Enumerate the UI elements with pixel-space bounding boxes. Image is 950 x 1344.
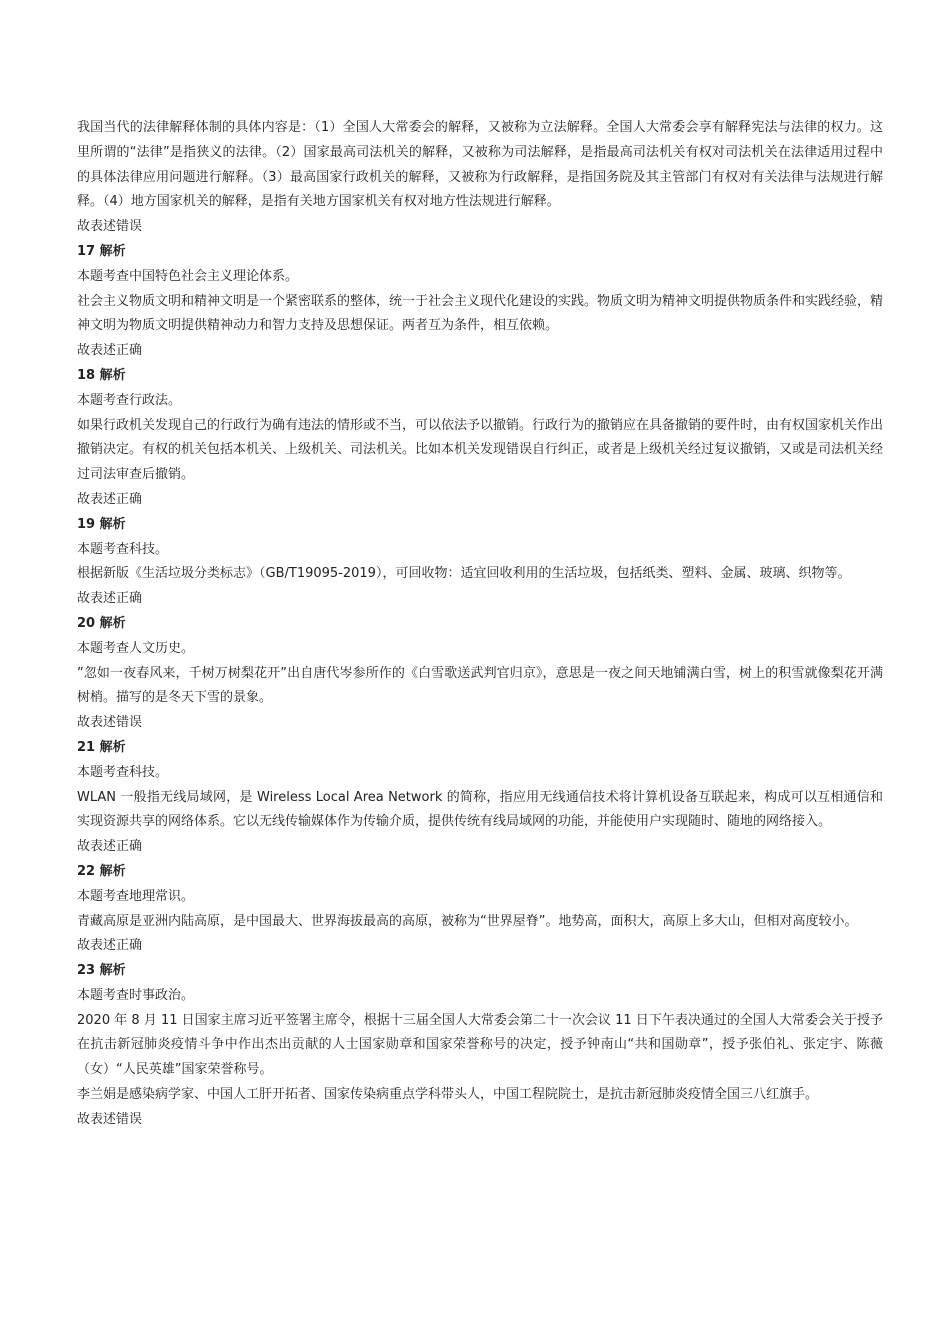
q23-conclusion: 故表述错误 — [77, 1111, 143, 1127]
q20-paragraph: ”忽如一夜春风来，千树万树梨花开”出自唐代岑参所作的《白雪歌送武判官归京》，意思是一夜之间天地铺满白雪，树上的积雪就像梨花开满树梢。描写的是冬天下雪的景象。 — [77, 665, 883, 706]
q17-topic: 本题考查中国特色社会主义理论体系。 — [77, 268, 299, 284]
q23-paragraph-2: 李兰娟是感染病学家、中国人工肝开拓者、国家传染病重点学科带头人，中国工程院院士，是抗击新冠肺炎疫情全国三八红旗手。 — [77, 1087, 819, 1103]
q21-paragraph: WLAN 一般指无线局域网，是 Wireless Local Area Network 的简称，指应用无线通信技术将计算机设备互联起来，构成可以互相通信和实现资源共享的网络体系。它以无线传输媒体作为传输介质，提供传统有线局域网的功能，并能使用户实现随时、随地的网络接入。 — [77, 789, 883, 830]
q19-heading: 19 解析 — [77, 516, 126, 532]
q21-conclusion: 故表述正确 — [77, 839, 143, 855]
q21-topic: 本题考查科技。 — [77, 764, 169, 780]
q18-topic: 本题考查行政法。 — [77, 392, 182, 408]
q18-conclusion: 故表述正确 — [77, 491, 143, 507]
legal-interpretation-paragraph: 我国当代的法律解释体制的具体内容是：（1）全国人大常委会的解释，又被称为立法解释。全国人大常委会享有解释宪法与法律的权力。这里所谓的“法律”是指狭义的法律。（2）国家最高司法机关的解释，又被称为司法解释，是指最高司法机关有权对司法机关在法律适用过程中的具体法律应用问题进行解释。（3）最高国家行政机关的解释，又被称为行政解释，是指国务院及其主管部门有权对有关法律与法规进行解释。（4）地方国家机关的解释，是指有关地方国家机关有权对地方性法规进行解释。 — [77, 120, 883, 210]
conclusion-text: 故表述错误 — [77, 219, 143, 235]
q22-heading: 22 解析 — [77, 863, 126, 879]
q23-heading: 23 解析 — [77, 963, 126, 979]
q19-paragraph: 根据新版《生活垃圾分类标志》（GB/T19095-2019），可回收物：适宜回收利用的生活垃圾，包括纸类、塑料、金属、玻璃、织物等。 — [77, 566, 851, 582]
q17-paragraph: 社会主义物质文明和精神文明是一个紧密联系的整体，统一于社会主义现代化建设的实践。物质文明为精神文明提供物质条件和实践经验，精神文明为物质文明提供精神动力和智力支持及思想保证。两者互为条件，相互依赖。 — [77, 293, 884, 334]
q22-conclusion: 故表述正确 — [77, 938, 143, 954]
q23-topic: 本题考查时事政治。 — [77, 987, 195, 1003]
q22-paragraph: 青藏高原是亚洲内陆高原，是中国最大、世界海拔最高的高原，被称为“世界屋脊”。地势高，面积大，高原上多大山，但相对高度较小。 — [77, 913, 858, 929]
q17-conclusion: 故表述正确 — [77, 343, 143, 359]
q23-paragraph: 2020 年 8 月 11 日国家主席习近平签署主席令，根据十三届全国人大常委会第二十一次会议 11 日下午表决通过的全国人大常委会关于授予在抗击新冠肺炎疫情斗争中作出杰出贡献的人士国家勋章和国家荣誉称号的决定，授予钟南山“共和国勋章”，授予张伯礼、张定宇、陈薇（女）“人民英雄”国家荣誉称号。 — [77, 1012, 883, 1078]
q20-heading: 20 解析 — [77, 615, 126, 631]
q21-heading: 21 解析 — [77, 739, 126, 755]
q19-conclusion: 故表述正确 — [77, 591, 143, 607]
q22-topic: 本题考查地理常识。 — [77, 888, 195, 904]
q18-heading: 18 解析 — [77, 367, 126, 383]
document-page — [77, 116, 883, 1133]
q20-conclusion: 故表述错误 — [77, 715, 143, 731]
q18-paragraph: 如果行政机关发现自己的行政行为确有违法的情形或不当，可以依法予以撤销。行政行为的撤销应在具备撤销的要件时，由有权国家机关作出撤销决定。有权的机关包括本机关、上级机关、司法机关。比如本机关发现错误自行纠正，或者是上级机关经过复议撤销，又或是司法机关经过司法审查后撤销。 — [77, 417, 884, 483]
q17-heading: 17 解析 — [77, 243, 126, 259]
q20-topic: 本题考查人文历史。 — [77, 640, 195, 656]
q19-topic: 本题考查科技。 — [77, 541, 169, 557]
